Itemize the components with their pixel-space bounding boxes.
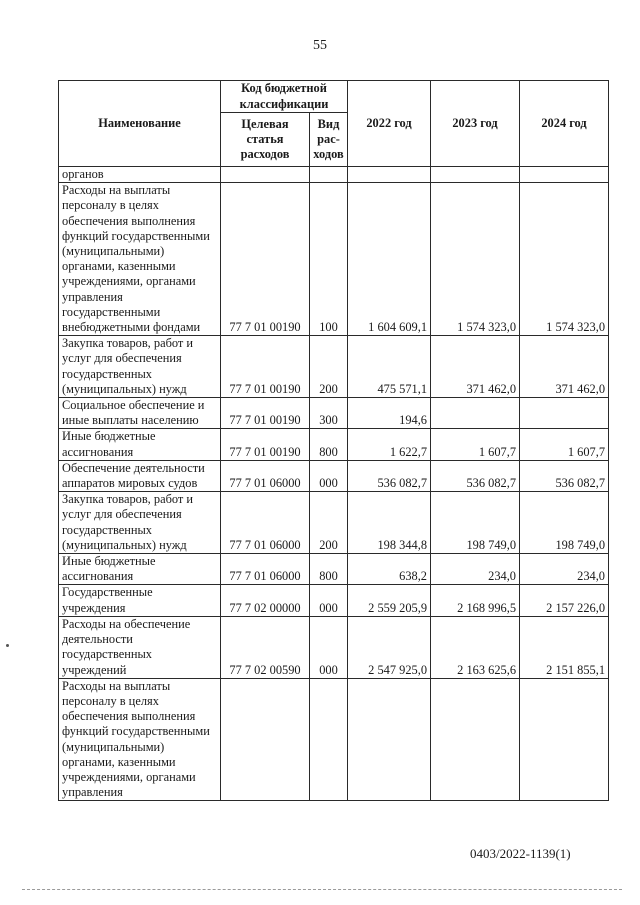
cell-name: органов <box>59 167 221 183</box>
table-row <box>59 398 609 429</box>
cell-year-2024: 2 157 226,0 <box>520 585 609 616</box>
cell-expense-kind: 000 <box>310 585 348 616</box>
table-row <box>59 585 609 616</box>
cell-expense-kind: 100 <box>310 183 348 336</box>
cell-year-2023: 536 082,7 <box>431 460 520 491</box>
header-expense-kind: Вид рас-ходов <box>310 113 348 167</box>
cell-year-2023: 1 607,7 <box>431 429 520 460</box>
cell-target-article <box>221 678 310 801</box>
scan-edge-mark <box>6 644 9 647</box>
cell-name: Иные бюджетные ассигнования <box>59 554 221 585</box>
table-row <box>59 183 609 336</box>
cell-name: Расходы на обеспечение деятельности государственных учреждений <box>59 616 221 678</box>
cell-year-2022: 1 622,7 <box>348 429 431 460</box>
cell-year-2022: 198 344,8 <box>348 492 431 554</box>
table-row <box>59 336 609 398</box>
table-row <box>59 616 609 678</box>
header-year-2022: 2022 год <box>348 81 431 167</box>
cell-target-article: 77 7 01 00190 <box>221 429 310 460</box>
cell-expense-kind: 800 <box>310 554 348 585</box>
document-code: 0403/2022-1139(1) <box>470 846 571 861</box>
cell-year-2023 <box>431 398 520 429</box>
cell-name: Государственные учреждения <box>59 585 221 616</box>
cell-year-2023 <box>431 167 520 183</box>
cell-year-2023: 2 163 625,6 <box>431 616 520 678</box>
cell-name: Социальное обеспечение и иные выплаты населению <box>59 398 221 429</box>
table-header <box>59 81 609 167</box>
cell-name: Обеспечение деятельности аппаратов мировых судов <box>59 460 221 491</box>
header-budget-code-group: Код бюджетной классификации <box>221 81 348 113</box>
table-body <box>59 167 609 801</box>
page-number: 55 <box>313 38 327 53</box>
table-row <box>59 460 609 491</box>
cell-year-2022: 475 571,1 <box>348 336 431 398</box>
cell-name: Расходы на выплаты персоналу в целях обеспечения выполнения функций государственными (муниципальными) органами, казенными учреждениями, органами управления <box>59 678 221 801</box>
cell-name: Закупка товаров, работ и услуг для обеспечения государственных (муниципальных) нужд <box>59 336 221 398</box>
cell-year-2024: 536 082,7 <box>520 460 609 491</box>
cell-target-article: 77 7 02 00590 <box>221 616 310 678</box>
cell-year-2023: 2 168 996,5 <box>431 585 520 616</box>
cell-expense-kind: 000 <box>310 616 348 678</box>
cell-target-article: 77 7 01 00190 <box>221 336 310 398</box>
table-row <box>59 167 609 183</box>
cell-year-2022: 638,2 <box>348 554 431 585</box>
cell-target-article: 77 7 02 00000 <box>221 585 310 616</box>
cell-year-2024: 371 462,0 <box>520 336 609 398</box>
cell-expense-kind <box>310 167 348 183</box>
cell-year-2024 <box>520 678 609 801</box>
cell-year-2023: 1 574 323,0 <box>431 183 520 336</box>
cell-target-article: 77 7 01 06000 <box>221 460 310 491</box>
cell-target-article <box>221 167 310 183</box>
cell-year-2022: 2 547 925,0 <box>348 616 431 678</box>
page-bottom-rule <box>22 889 622 890</box>
budget-table <box>58 80 609 801</box>
table-row <box>59 554 609 585</box>
cell-year-2022 <box>348 678 431 801</box>
table-row <box>59 429 609 460</box>
header-year-2023: 2023 год <box>431 81 520 167</box>
cell-name: Расходы на выплаты персоналу в целях обеспечения выполнения функций государственными (муниципальными) органами, казенными учреждениями, органами управления государственными внебюджетными фондами <box>59 183 221 336</box>
cell-year-2022 <box>348 167 431 183</box>
cell-year-2024 <box>520 398 609 429</box>
cell-expense-kind: 300 <box>310 398 348 429</box>
cell-name: Иные бюджетные ассигнования <box>59 429 221 460</box>
cell-year-2024: 198 749,0 <box>520 492 609 554</box>
cell-expense-kind: 000 <box>310 460 348 491</box>
cell-expense-kind: 200 <box>310 492 348 554</box>
cell-year-2024 <box>520 167 609 183</box>
header-name: Наименование <box>59 81 221 167</box>
cell-target-article: 77 7 01 06000 <box>221 492 310 554</box>
cell-year-2023 <box>431 678 520 801</box>
header-year-2024: 2024 год <box>520 81 609 167</box>
cell-year-2023: 234,0 <box>431 554 520 585</box>
cell-year-2024: 1 607,7 <box>520 429 609 460</box>
cell-year-2022: 1 604 609,1 <box>348 183 431 336</box>
cell-year-2024: 234,0 <box>520 554 609 585</box>
cell-target-article: 77 7 01 06000 <box>221 554 310 585</box>
cell-year-2024: 2 151 855,1 <box>520 616 609 678</box>
cell-expense-kind: 200 <box>310 336 348 398</box>
cell-target-article: 77 7 01 00190 <box>221 183 310 336</box>
cell-year-2022: 194,6 <box>348 398 431 429</box>
cell-expense-kind: 800 <box>310 429 348 460</box>
cell-name: Закупка товаров, работ и услуг для обеспечения государственных (муниципальных) нужд <box>59 492 221 554</box>
cell-year-2022: 536 082,7 <box>348 460 431 491</box>
header-target-article: Целевая статья расходов <box>221 113 310 167</box>
cell-year-2022: 2 559 205,9 <box>348 585 431 616</box>
cell-year-2023: 371 462,0 <box>431 336 520 398</box>
cell-expense-kind <box>310 678 348 801</box>
table-row <box>59 678 609 801</box>
cell-target-article: 77 7 01 00190 <box>221 398 310 429</box>
cell-year-2023: 198 749,0 <box>431 492 520 554</box>
table-row <box>59 492 609 554</box>
cell-year-2024: 1 574 323,0 <box>520 183 609 336</box>
